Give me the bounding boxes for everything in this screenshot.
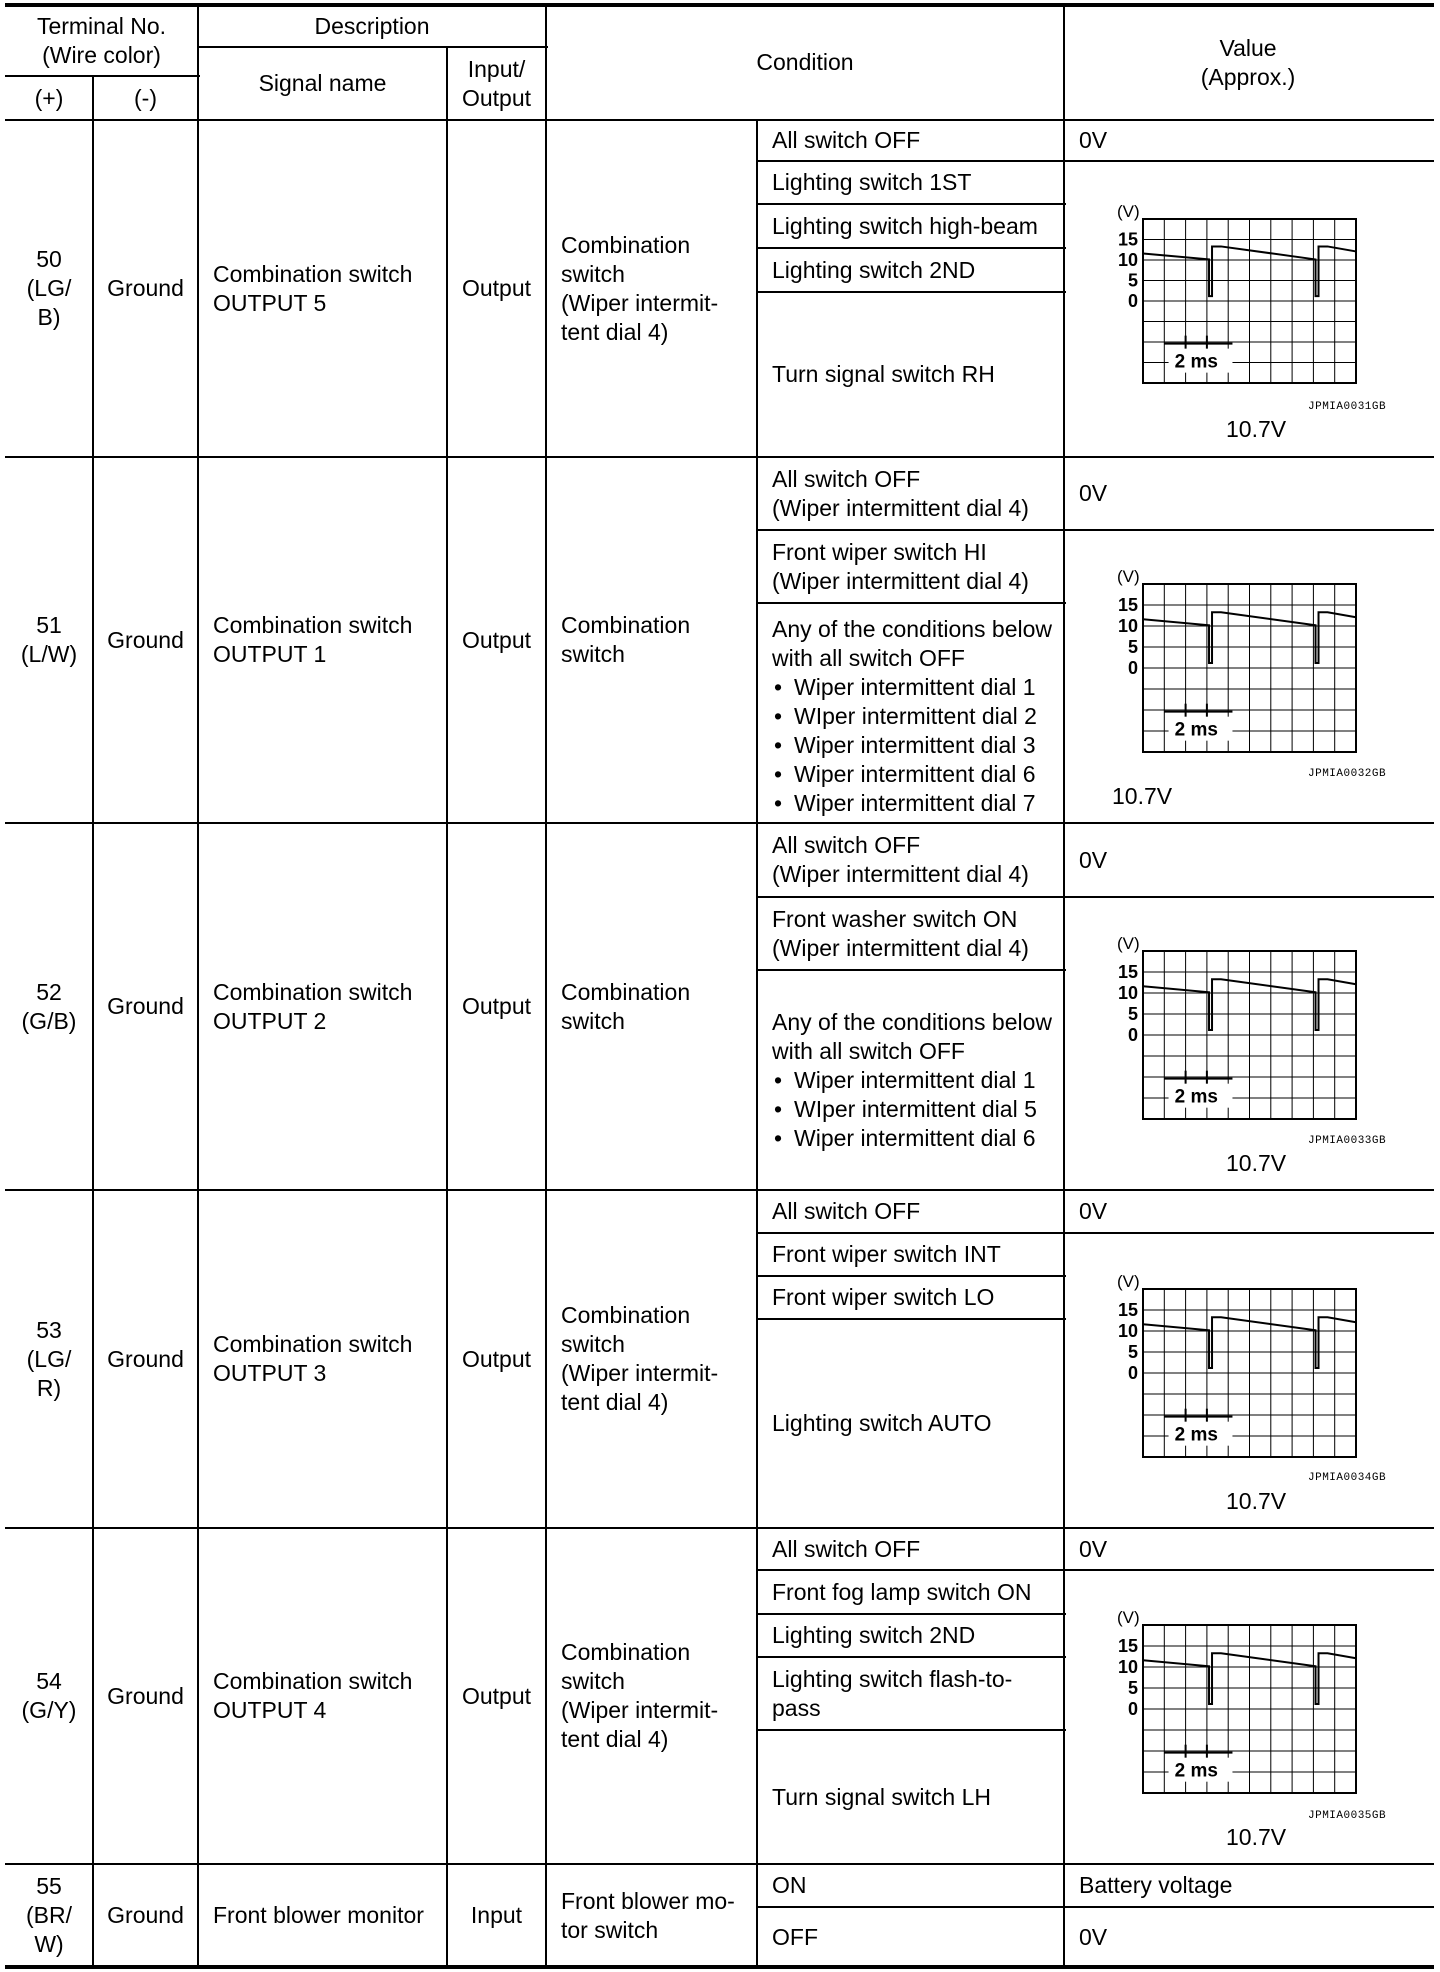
header-minus [93, 76, 198, 120]
value-cell [1064, 1864, 1432, 1907]
value-off [1064, 120, 1432, 161]
condition-item [757, 603, 1064, 823]
value-text: 0V [1079, 846, 1108, 873]
input-output-label: Output [461, 275, 532, 301]
table-bottom-border [5, 1965, 1434, 1969]
condition-text: Lighting switch 2ND [772, 1622, 976, 1648]
column-divider [756, 1190, 758, 1528]
condition-item [757, 1907, 1064, 1967]
terminal-label: 54 [36, 1668, 62, 1694]
terminal-label: (LG/ [26, 1345, 72, 1372]
column-divider [446, 120, 448, 457]
condition-text: All switch OFF [772, 127, 921, 153]
condition-main-label: Combination [561, 612, 691, 638]
condition-main [546, 457, 757, 823]
condition-main-label: tent dial 4) [561, 1389, 669, 1415]
column-divider [1063, 457, 1065, 823]
condition-item [757, 1570, 1064, 1614]
column-divider [92, 457, 94, 823]
condition-bullet: • Wiper intermittent dial 1 [772, 673, 1036, 702]
column-divider [1063, 823, 1065, 1190]
ground-label: Ground [107, 993, 184, 1019]
y-unit-label: (V) [1117, 202, 1140, 221]
time-scale-label: 2 ms [1174, 719, 1218, 741]
header-divider [5, 75, 200, 77]
condition-bullet: • Wiper intermittent dial 6 [772, 760, 1036, 789]
condition-main [546, 1528, 757, 1864]
condition-divider [757, 1318, 1066, 1320]
column-divider [446, 1190, 448, 1528]
column-divider [756, 457, 758, 823]
ground-label: Ground [107, 1682, 184, 1709]
condition-divider [757, 247, 1066, 249]
condition-text: pass [772, 1694, 821, 1721]
value-text: Battery voltage [1079, 1872, 1233, 1898]
condition-text: Front washer switch ON [772, 905, 1018, 932]
signal-name-label: Combination switch [213, 1331, 413, 1357]
terminal-number [5, 457, 93, 823]
column-divider [197, 1864, 199, 1967]
column-divider [756, 823, 758, 1190]
column-divider [92, 76, 94, 120]
condition-item [757, 1614, 1064, 1657]
condition-item [757, 1233, 1064, 1276]
figure-code: JPMIA0035GB [1308, 1810, 1387, 1822]
terminal-label: (G/B) [21, 1007, 77, 1034]
condition-main-label: Front blower mo- [561, 1887, 735, 1914]
header-condition [546, 5, 1064, 120]
input-output-label: Output [461, 993, 532, 1019]
y-unit-label: (V) [1117, 1608, 1140, 1627]
condition-main-label: tent dial 4) [561, 318, 669, 345]
condition-text: Front wiper switch LO [772, 1284, 995, 1310]
terminal-label: 55 [36, 1873, 62, 1899]
condition-main [546, 120, 757, 457]
condition-main [546, 1190, 757, 1528]
input-output [447, 1528, 546, 1864]
condition-divider [757, 529, 1066, 531]
figure-code: JPMIA0033GB [1308, 1135, 1387, 1147]
terminal-label: (LG/ [26, 275, 72, 301]
waveform-value: 10.7V [1226, 1150, 1287, 1176]
terminal-label: 53 [36, 1316, 62, 1343]
condition-main-label: switch [561, 1331, 625, 1357]
time-scale-label: 2 ms [1174, 351, 1218, 373]
terminal-number [5, 1190, 93, 1528]
column-divider [446, 823, 448, 1190]
y-unit-label: (V) [1117, 1272, 1140, 1291]
waveform-value: 10.7V [1226, 1824, 1287, 1850]
terminal-number [5, 823, 93, 1190]
y-tick-label: 0 [1127, 1362, 1138, 1383]
header-signal-name [198, 47, 447, 120]
y-tick-label: 5 [1127, 1341, 1138, 1362]
condition-text: Lighting switch AUTO [772, 1410, 992, 1436]
condition-divider [757, 1569, 1066, 1571]
figure-code: JPMIA0034GB [1308, 1472, 1387, 1484]
input-output-label: Input [470, 1902, 523, 1928]
y-tick-label: 10 [1117, 1656, 1138, 1677]
condition-text: OFF [772, 1923, 818, 1950]
ground-cell [93, 1528, 198, 1864]
header-divider [198, 46, 548, 48]
signal-name-label: OUTPUT 2 [213, 1007, 327, 1034]
terminal-label: 51 [36, 612, 62, 638]
header-description-label: Description [314, 12, 430, 39]
condition-main [546, 823, 757, 1190]
terminal-label: (G/Y) [21, 1697, 77, 1723]
condition-main-label: Combination [561, 978, 691, 1005]
condition-main-label: Combination [561, 1302, 691, 1328]
y-tick-label: 5 [1127, 1677, 1138, 1698]
column-divider [756, 1864, 758, 1967]
value-off [1064, 457, 1432, 530]
condition-bullet: • Wiper intermittent dial 1 [772, 1066, 1036, 1095]
condition-item [757, 530, 1064, 603]
condition-divider [757, 1656, 1066, 1658]
y-tick-label: 15 [1117, 229, 1138, 250]
header-input-output-label: Input/ [467, 55, 526, 82]
condition-text: Front fog lamp switch ON [772, 1578, 1032, 1605]
condition-text: Turn signal switch RH [772, 361, 995, 387]
condition-item [757, 120, 1064, 161]
condition-text: All switch OFF [772, 832, 921, 858]
signal-name-label: OUTPUT 3 [213, 1360, 327, 1386]
condition-item [757, 457, 1064, 530]
ground-cell [93, 1190, 198, 1528]
column-divider [92, 1864, 94, 1967]
condition-divider [757, 1232, 1066, 1234]
waveform-graph [1092, 932, 1382, 1138]
condition-divider [757, 1729, 1066, 1731]
ground-label: Ground [107, 626, 184, 653]
figure-code: JPMIA0032GB [1308, 768, 1387, 780]
condition-text: Any of the conditions below [772, 1008, 1053, 1035]
y-tick-label: 5 [1127, 636, 1138, 657]
column-divider [545, 1528, 547, 1864]
condition-text: Front wiper switch INT [772, 1241, 1001, 1267]
condition-divider [757, 896, 1066, 898]
signal-name-label: Combination switch [213, 260, 413, 287]
y-unit-label: (V) [1117, 934, 1140, 953]
time-scale-label: 2 ms [1174, 1424, 1218, 1446]
condition-item [757, 292, 1064, 457]
input-output [447, 1190, 546, 1528]
condition-divider [757, 1613, 1066, 1615]
ground-label: Ground [107, 1345, 184, 1372]
column-divider [1063, 1190, 1065, 1528]
condition-main-label: tent dial 4) [561, 1726, 669, 1752]
column-divider [1063, 120, 1065, 457]
header-value [1064, 5, 1432, 120]
header-wire-color-label: (Wire color) [42, 41, 161, 68]
ground-cell [93, 823, 198, 1190]
condition-main-label: (Wiper intermit- [561, 1360, 719, 1386]
column-divider [1063, 5, 1065, 120]
condition-text: Lighting switch 1ST [772, 169, 972, 195]
condition-divider [757, 160, 1066, 162]
condition-bullet: • WIper intermittent dial 5 [772, 1095, 1037, 1124]
header-terminal-label: Terminal No. [36, 12, 167, 39]
condition-text: ON [772, 1872, 807, 1898]
value-divider [1064, 160, 1434, 162]
input-output-label: Output [461, 1345, 532, 1372]
condition-item [757, 1190, 1064, 1233]
condition-divider [757, 1275, 1066, 1277]
signal-name [198, 1864, 447, 1967]
figure-code: JPMIA0031GB [1308, 401, 1387, 413]
column-divider [545, 5, 547, 120]
input-output [447, 120, 546, 457]
ground-cell [93, 1864, 198, 1967]
header-value-label: Value [1219, 34, 1277, 61]
waveform-value: 10.7V [1112, 783, 1173, 809]
signal-name [198, 1528, 447, 1864]
column-divider [1063, 1528, 1065, 1864]
condition-bullet: • Wiper intermittent dial 3 [772, 731, 1036, 760]
condition-main-label: switch [561, 641, 625, 667]
condition-text: All switch OFF [772, 1535, 921, 1562]
column-divider [756, 120, 758, 457]
value-text: 0V [1079, 1923, 1108, 1950]
header-value-label-2: (Approx.) [1200, 63, 1296, 90]
value-divider [1064, 1232, 1434, 1234]
column-divider [197, 1190, 199, 1528]
header-minus-label: (-) [134, 84, 157, 111]
value-off [1064, 823, 1432, 897]
waveform-graph [1092, 1606, 1382, 1812]
column-divider [197, 120, 199, 457]
column-divider [197, 5, 199, 120]
condition-text: Lighting switch flash-to- [772, 1665, 1013, 1692]
terminal-label: R) [36, 1374, 62, 1401]
condition-text: (Wiper intermittent dial 4) [772, 494, 1029, 521]
ground-label: Ground [107, 1902, 184, 1928]
terminal-label: (BR/ [26, 1902, 72, 1928]
condition-item [757, 248, 1064, 292]
value-text: 0V [1079, 1535, 1108, 1562]
y-tick-label: 0 [1127, 1698, 1138, 1719]
column-divider [197, 823, 199, 1190]
value-divider [1064, 896, 1434, 898]
y-tick-label: 10 [1117, 615, 1138, 636]
y-tick-label: 15 [1117, 1635, 1138, 1656]
condition-item [757, 1276, 1064, 1319]
column-divider [545, 823, 547, 1190]
condition-divider [757, 1906, 1066, 1908]
y-tick-label: 15 [1117, 961, 1138, 982]
header-plus [5, 76, 93, 120]
terminal-label: W) [34, 1931, 64, 1957]
value-divider [1064, 1906, 1434, 1908]
y-tick-label: 0 [1127, 657, 1138, 678]
condition-text: (Wiper intermittent dial 4) [772, 934, 1029, 961]
value-text: 0V [1079, 1198, 1108, 1224]
y-tick-label: 15 [1117, 594, 1138, 615]
column-divider [1063, 1864, 1065, 1967]
signal-name-label: OUTPUT 4 [213, 1697, 327, 1723]
header-condition-label: Condition [756, 49, 854, 75]
condition-main-label: switch [561, 260, 625, 287]
y-unit-label: (V) [1117, 567, 1140, 586]
waveform-graph [1092, 200, 1382, 402]
column-divider [197, 457, 199, 823]
signal-name-label: Front blower monitor [213, 1902, 424, 1928]
signal-name-label: OUTPUT 1 [213, 641, 327, 667]
condition-main [546, 1864, 757, 1967]
condition-text: Front wiper switch HI [772, 538, 987, 565]
condition-text: Any of the conditions below [772, 615, 1053, 642]
signal-name [198, 823, 447, 1190]
terminal-label: B) [37, 304, 61, 330]
header-input-output-label-2: Output [461, 84, 532, 111]
condition-main-label: tor switch [561, 1916, 659, 1943]
condition-main-label: Combination [561, 231, 691, 258]
condition-text: All switch OFF [772, 465, 921, 492]
ground-cell [93, 120, 198, 457]
column-divider [92, 1528, 94, 1864]
condition-item [757, 897, 1064, 970]
signal-name [198, 120, 447, 457]
y-tick-label: 10 [1117, 982, 1138, 1003]
value-off [1064, 1190, 1432, 1233]
input-output-label: Output [461, 1682, 532, 1709]
column-divider [92, 823, 94, 1190]
signal-name [198, 457, 447, 823]
condition-bullet: • Wiper intermittent dial 6 [772, 1124, 1036, 1153]
value-text: 0V [1079, 127, 1108, 153]
condition-text: with all switch OFF [772, 1037, 965, 1064]
column-divider [545, 457, 547, 823]
condition-divider [757, 969, 1066, 971]
condition-divider [757, 602, 1066, 604]
column-divider [92, 1190, 94, 1528]
condition-main-label: (Wiper intermit- [561, 289, 719, 316]
column-divider [92, 120, 94, 457]
ground-label: Ground [107, 275, 184, 301]
terminal-label: 52 [36, 978, 62, 1005]
condition-main-label: (Wiper intermit- [561, 1697, 719, 1723]
waveform-graph [1092, 1270, 1382, 1476]
terminal-number [5, 1864, 93, 1967]
ground-cell [93, 457, 198, 823]
condition-text: Lighting switch 2ND [772, 256, 976, 283]
signal-name-label: OUTPUT 5 [213, 289, 327, 316]
condition-item [757, 1528, 1064, 1570]
value-divider [1064, 529, 1434, 531]
y-tick-label: 5 [1127, 270, 1138, 291]
signal-name-label: Combination switch [213, 612, 413, 638]
column-divider [545, 120, 547, 457]
header-description [198, 5, 546, 47]
y-tick-label: 0 [1127, 290, 1138, 311]
condition-item [757, 1319, 1064, 1528]
input-output [447, 1864, 546, 1967]
signal-name-label: Combination switch [213, 1668, 413, 1694]
terminal-number [5, 1528, 93, 1864]
condition-text: (Wiper intermittent dial 4) [772, 861, 1029, 887]
value-text: 0V [1079, 480, 1108, 506]
column-divider [446, 47, 448, 120]
terminal-label: 50 [36, 246, 62, 272]
waveform-graph [1092, 565, 1382, 771]
y-tick-label: 10 [1117, 1320, 1138, 1341]
condition-main-label: switch [561, 1007, 625, 1034]
terminal-label: (L/W) [20, 641, 78, 667]
condition-main-label: switch [561, 1668, 625, 1694]
column-divider [446, 457, 448, 823]
column-divider [545, 1864, 547, 1967]
header-signal-name-label: Signal name [258, 70, 387, 96]
condition-text: All switch OFF [772, 1198, 921, 1224]
condition-item [757, 1730, 1064, 1864]
condition-bullet: • Wiper intermittent dial 7 [772, 789, 1036, 818]
terminal-number [5, 120, 93, 457]
header-input-output [447, 47, 546, 120]
header-plus-label: (+) [34, 84, 64, 111]
value-divider [1064, 1569, 1434, 1571]
y-tick-label: 10 [1117, 249, 1138, 270]
condition-item [757, 1864, 1064, 1907]
condition-item [757, 823, 1064, 897]
condition-bullet: • WIper intermittent dial 2 [772, 702, 1037, 731]
condition-text: with all switch OFF [772, 644, 965, 671]
column-divider [446, 1528, 448, 1864]
condition-divider [757, 203, 1066, 205]
condition-main-label: Combination [561, 1639, 691, 1665]
input-output [447, 457, 546, 823]
time-scale-label: 2 ms [1174, 1086, 1218, 1108]
signal-name [198, 1190, 447, 1528]
waveform-value: 10.7V [1226, 1488, 1287, 1514]
signal-name-label: Combination switch [213, 978, 413, 1005]
waveform-value: 10.7V [1226, 416, 1287, 442]
y-tick-label: 15 [1117, 1299, 1138, 1320]
condition-item [757, 204, 1064, 248]
column-divider [545, 1190, 547, 1528]
condition-item [757, 970, 1064, 1190]
condition-item [757, 161, 1064, 204]
header-terminal [5, 5, 198, 76]
y-tick-label: 0 [1127, 1024, 1138, 1045]
input-output-label: Output [461, 626, 532, 653]
condition-item [757, 1657, 1064, 1730]
y-tick-label: 5 [1127, 1003, 1138, 1024]
condition-divider [757, 291, 1066, 293]
condition-text: (Wiper intermittent dial 4) [772, 567, 1029, 594]
column-divider [756, 1528, 758, 1864]
condition-text: Lighting switch high-beam [772, 212, 1038, 239]
column-divider [446, 1864, 448, 1967]
value-cell [1064, 1907, 1432, 1967]
time-scale-label: 2 ms [1174, 1760, 1218, 1782]
value-off [1064, 1528, 1432, 1570]
condition-text: Turn signal switch LH [772, 1783, 992, 1810]
column-divider [197, 1528, 199, 1864]
input-output [447, 823, 546, 1190]
